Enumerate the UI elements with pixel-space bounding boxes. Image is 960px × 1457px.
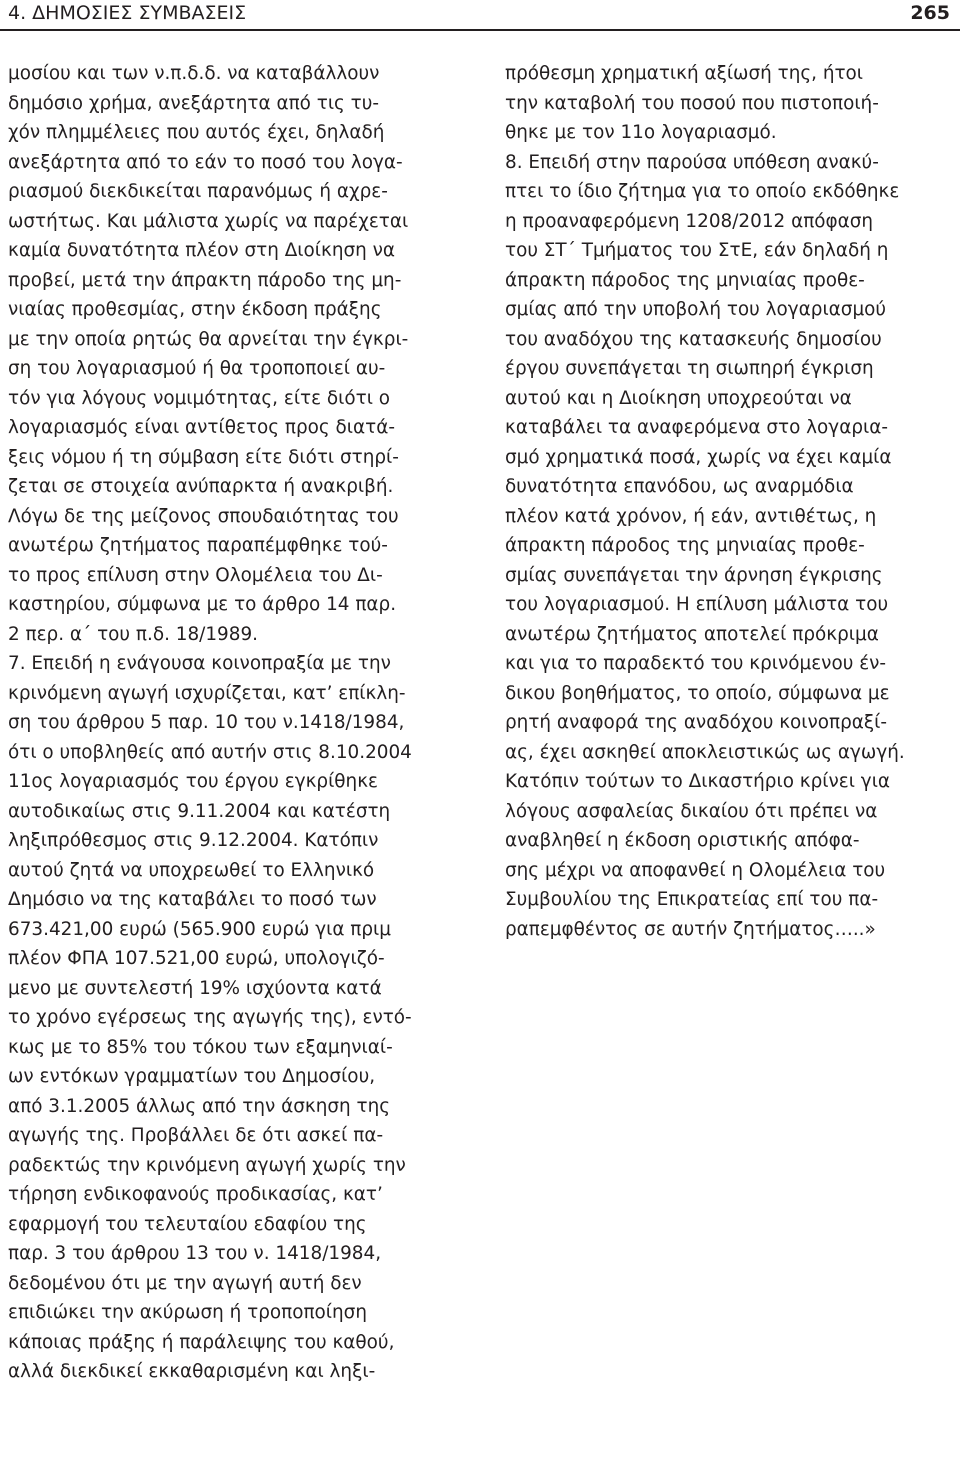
text-line: του αναδόχου της κατασκευής δημοσίου — [505, 328, 882, 350]
text-line: ανωτέρω ζητήματος παραπέμφθηκε τού- — [8, 535, 388, 556]
text-line: ζεται σε στοιχεία ανύπαρκτα ή ανακριβή. — [8, 476, 394, 497]
text-line: δικου βοηθήματος, το οποίο, σύμφωνα με — [505, 682, 890, 704]
text-line: του ΣΤ΄ Τμήματος του ΣτΕ, εάν δηλαδή η — [505, 240, 889, 261]
text-line: δυνατότητα επανόδου, ως αναρμόδια — [505, 476, 854, 497]
left-column — [8, 59, 463, 1387]
running-header — [0, 0, 960, 30]
text-line: 2 περ. α΄ του π.δ. 18/1989. — [8, 623, 259, 645]
text-line: τήρηση ενδικοφανούς προδικασίας, κατ’ — [8, 1184, 383, 1205]
text-line: σμίας από την υποβολή του λογαριασμού — [505, 299, 887, 320]
text-line: καστηρίου, σύμφωνα με το άρθρο 14 παρ. — [8, 594, 397, 615]
text-line: δημόσιο χρήμα, ανεξάρτητα από τις τυ- — [8, 92, 380, 114]
text-line: με την οποία ρητώς θα αρνείται την έγκρι- — [8, 328, 409, 350]
text-line: η προαναφερόμενη 1208/2012 απόφαση — [505, 210, 874, 232]
text-line: αυτοδικαίως στις 9.11.2004 και κατέστη — [8, 800, 391, 822]
text-line: 7. Επειδή η ενάγουσα κοινοπραξία με την — [8, 653, 391, 674]
text-line: άπρακτη πάροδος της μηνιαίας προθε- — [505, 535, 865, 556]
text-line: Δημόσιο να της καταβάλει το ποσό των — [8, 889, 377, 910]
text-line: καμία δυνατότητα πλέον στη Διοίκηση να — [8, 240, 396, 261]
text-line: ληξιπρόθεσμος στις 9.12.2004. Κατόπιν — [8, 830, 379, 851]
text-line: ραδεκτώς την κρινόμενη αγωγή χωρίς την — [8, 1154, 406, 1176]
text-line: πρόθεσμη χρηματική αξίωσή της, ήτοι — [505, 63, 864, 84]
text-line: θηκε με τον 11ο λογαριασμό. — [505, 122, 777, 143]
text-line: ας, έχει ασκηθεί αποκλειστικώς ως αγωγή. — [505, 741, 905, 763]
text-line: ση του άρθρου 5 παρ. 10 του ν.1418/1984, — [8, 712, 405, 733]
text-line: τόν για λόγους νομιμότητας, είτε διότι ο — [8, 387, 391, 409]
text-line: και για το παραδεκτό του κρινόμενου έν- — [505, 653, 887, 674]
text-line: κάποιας πράξης ή παράλειψης του καθού, — [8, 1331, 395, 1353]
text-line: κως με το 85% του τόκου των εξαμηνιαί- — [8, 1036, 393, 1058]
text-line: έργου συνεπάγεται τη σιωπηρή έγκριση — [505, 358, 874, 379]
header-rule — [0, 29, 960, 31]
text-line: αυτού και η Διοίκηση υποχρεούται να — [505, 387, 852, 409]
text-line: κρινόμενη αγωγή ισχυρίζεται, κατ’ επίκλη- — [8, 682, 406, 704]
text-line: Συμβουλίου της Επικρατείας επί του πα- — [505, 889, 879, 910]
text-line: παρ. 3 του άρθρου 13 του ν. 1418/1984, — [8, 1243, 382, 1264]
text-line: πτει το ίδιο ζήτημα για το οποίο εκδόθηκε — [505, 181, 900, 202]
text-line: προβεί, μετά την άπρακτη πάροδο της μη- — [8, 269, 402, 291]
text-line: το προς επίλυση στην Ολομέλεια του Δι- — [8, 564, 383, 586]
text-line: σης μέχρι να αποφανθεί η Ολομέλεια του — [505, 859, 886, 881]
text-line: Κατόπιν τούτων το Δικαστήριο κρίνει για — [505, 771, 891, 792]
text-line: μοσίου και των ν.π.δ.δ. να καταβάλλουν — [8, 63, 380, 84]
text-line: νιαίας προθεσμίας, στην έκδοση πράξης — [8, 299, 382, 320]
text-line: ριασμού διεκδικείται παρανόμως ή αχρε- — [8, 181, 388, 202]
text-line: Λόγω δε της μείζονος σπουδαιότητας του — [8, 505, 399, 527]
text-line: 8. Επειδή στην παρούσα υπόθεση ανακύ- — [505, 151, 879, 173]
text-line: δεδομένου ότι με την αγωγή αυτή δεν — [8, 1272, 362, 1294]
right-column — [505, 59, 955, 944]
text-line: ωστήτως. Και μάλιστα χωρίς να παρέχεται — [8, 210, 409, 232]
text-line: πλέον κατά χρόνον, ή εάν, αντιθέτως, η — [505, 505, 877, 527]
text-line: λογαριασμός είναι αντίθετος προς διατά- — [8, 417, 395, 438]
text-line: αυτού ζητά να υποχρεωθεί το Ελληνικό — [8, 859, 375, 881]
text-line: ρητή αναφορά της αναδόχου κοινοπραξί- — [505, 712, 888, 733]
text-line: σμίας συνεπάγεται την άρνηση έγκρισης — [505, 564, 883, 586]
text-line: από 3.1.2005 άλλως από την άσκηση της — [8, 1095, 391, 1117]
text-line: 11ος λογαριασμός του έργου εγκρίθηκε — [8, 771, 378, 792]
text-line: το χρόνο εγέρσεως της αγωγής της), εντό- — [8, 1007, 412, 1028]
text-line: άπρακτη πάροδος της μηνιαίας προθε- — [505, 269, 865, 291]
text-line: ανεξάρτητα από το εάν το ποσό του λογα- — [8, 151, 403, 173]
text-line: επιδιώκει την ακύρωση ή τροποποίηση — [8, 1302, 367, 1323]
text-line: ξεις νόμου ή τη σύμβαση είτε διότι στηρί- — [8, 446, 399, 468]
text-line: λόγους ασφαλείας δικαίου ότι πρέπει να — [505, 800, 878, 822]
text-line: αναβληθεί η έκδοση οριστικής απόφα- — [505, 830, 860, 851]
text-line: χόν πλημμέλειες που αυτός έχει, δηλαδή — [8, 122, 385, 143]
section-title: 4. ΔΗΜΟΣΙΕΣ ΣΥΜΒΑΣΕΙΣ — [8, 2, 247, 24]
text-line: πλέον ΦΠΑ 107.521,00 ευρώ, υπολογιζό- — [8, 948, 385, 969]
text-line: εφαρμογή του τελευταίου εδαφίου της — [8, 1213, 367, 1235]
page-number: 265 — [910, 2, 950, 24]
text-line: ση του λογαριασμού ή θα τροποποιεί αυ- — [8, 358, 386, 379]
text-line: ραπεμφθέντος σε αυτήν ζητήματος…..» — [505, 918, 876, 940]
text-line: μενο με συντελεστή 19% ισχύοντα κατά — [8, 977, 382, 999]
text-line: ων εντόκων γραμματίων του Δημοσίου, — [8, 1066, 376, 1087]
text-line: του λογαριασμού. Η επίλυση μάλιστα του — [505, 594, 889, 615]
text-line: σμό χρηματικά ποσά, χωρίς να έχει καμία — [505, 446, 892, 468]
text-line: 673.421,00 ευρώ (565.900 ευρώ για πριμ — [8, 918, 391, 940]
text-line: καταβάλει τα αναφερόμενα στο λογαρια- — [505, 417, 888, 438]
text-line: ότι ο υποβληθείς από αυτήν στις 8.10.2004 — [8, 741, 412, 763]
text-line: την καταβολή του ποσού που πιστοποιή- — [505, 92, 879, 114]
text-line: αγωγής της. Προβάλλει δε ότι ασκεί πα- — [8, 1125, 384, 1146]
text-line: ανωτέρω ζητήματος αποτελεί πρόκριμα — [505, 623, 879, 645]
text-line: αλλά διεκδικεί εκκαθαρισμένη και ληξι- — [8, 1361, 376, 1382]
